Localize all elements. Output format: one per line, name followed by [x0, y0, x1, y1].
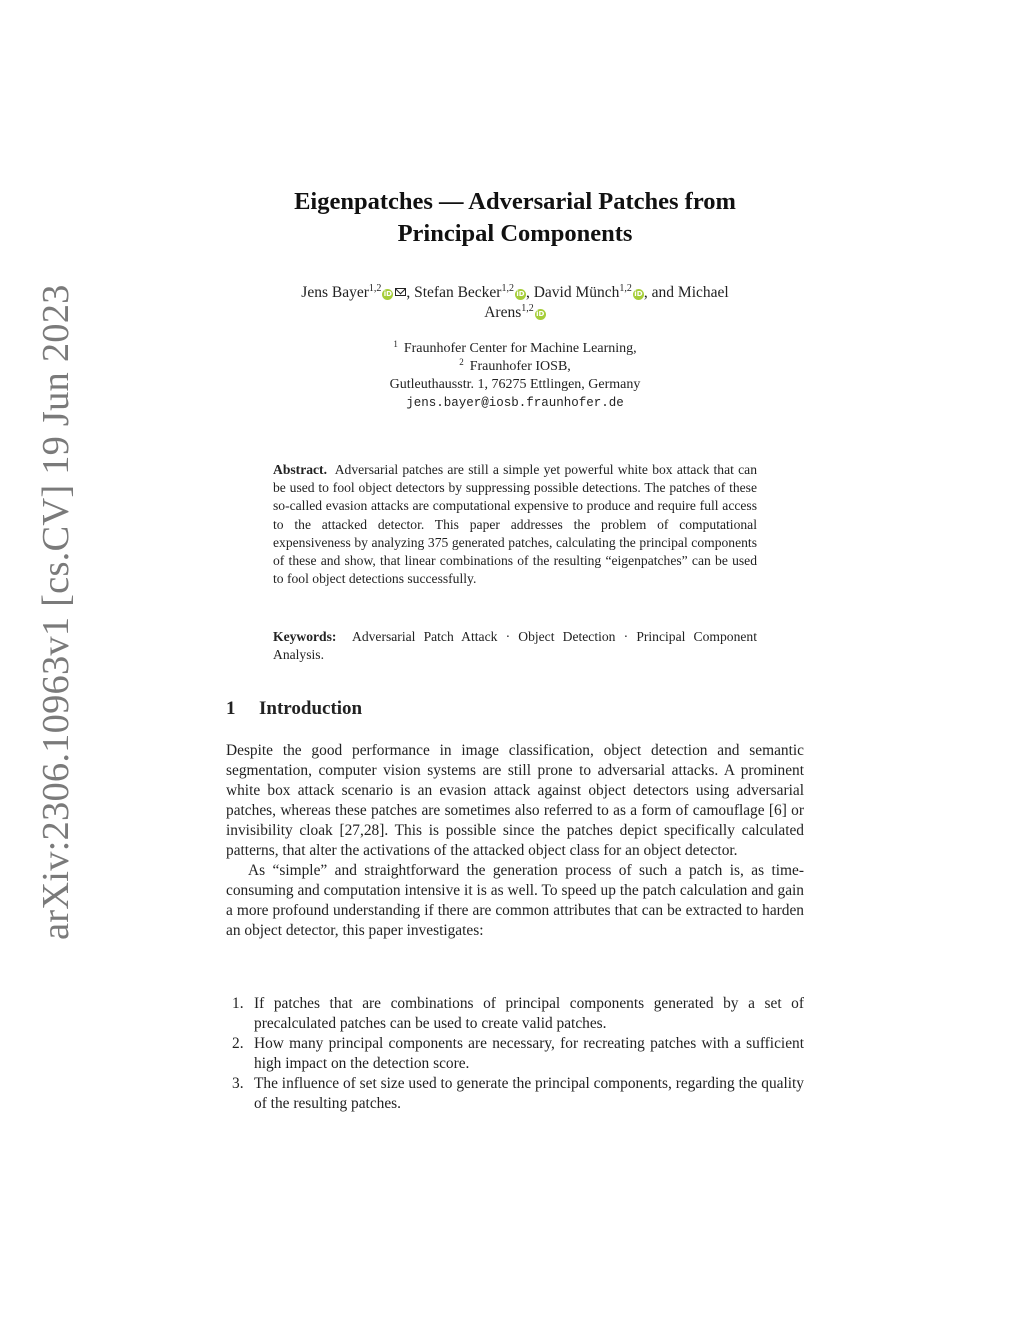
affiliation-sup: 2	[459, 357, 464, 367]
paragraph: Despite the good performance in image classification, object detection and semantic segmentation, computer vision systems are still prone to adversarial attacks. A prominent white box attack scenario is an evasion attack against object detectors using adversarial patches, whereas these patches are sometimes also referred to as a form of camouflage [6] or invisibility cloak [27,28]. This is possible since the patches depict specifically calculated patterns, that alter the activations of the attacked object class for an object detector.	[226, 742, 804, 859]
section-heading	[226, 698, 362, 720]
list-item	[226, 994, 804, 1034]
authors-line-1	[226, 283, 804, 303]
authors-line-2	[226, 303, 804, 323]
affiliation-text: Fraunhofer Center for Machine Learning,	[403, 341, 637, 356]
email-link[interactable]: jens.bayer@iosb.fraunhofer.de	[406, 396, 624, 410]
author-affiliation-sup: 1,2	[619, 283, 632, 294]
title-line-1: Eigenpatches — Adversarial Patches from	[294, 188, 736, 215]
author-name: Stefan Becker	[414, 284, 502, 301]
author-list	[226, 283, 804, 323]
list-marker: 1.	[232, 995, 244, 1012]
abstract	[273, 461, 757, 588]
orcid-icon[interactable]: iD	[516, 290, 525, 298]
affiliation-text: Fraunhofer IOSB,	[469, 359, 571, 374]
numbered-list	[226, 994, 804, 1114]
affiliations	[226, 340, 804, 412]
introduction-body	[226, 741, 804, 941]
author-name: Jens Bayer	[301, 284, 369, 301]
author-separator: ,	[406, 284, 415, 301]
affiliation-sup: 1	[393, 339, 398, 349]
abstract-label: Abstract.	[273, 462, 327, 477]
orcid-icon[interactable]: iD	[536, 310, 545, 318]
list-item	[226, 1034, 804, 1074]
author-affiliation-sup: 1,2	[501, 283, 514, 294]
orcid-icon[interactable]: iD	[383, 290, 392, 298]
author-affiliation-sup: 1,2	[521, 303, 534, 314]
affiliation-1	[226, 340, 804, 358]
paragraph: As “simple” and straightforward the generation process of such a patch is, as time-consuming and computation intensive it is as well. To speed up the patch calculation and gain a more profound understanding if there are common attributes that can be extracted to harden an object detector, this paper investigates:	[226, 862, 804, 939]
author-name-first: Michael	[677, 284, 729, 301]
arxiv-identifier: arXiv:2306.10963v1 [cs.CV] 19 Jun 2023	[35, 284, 77, 940]
author-affiliation-sup: 1,2	[368, 283, 382, 294]
paper-title	[226, 186, 804, 250]
author-name: David Münch	[533, 284, 620, 301]
section-number: 1	[226, 698, 236, 719]
list-item-text: How many principal components are necessary, for recreating patches with a sufficient high impact on the detection score.	[254, 1035, 804, 1072]
affiliation-2	[226, 358, 804, 376]
author-separator: , and	[643, 284, 678, 301]
address: Gutleuthausstr. 1, 76275 Ettlingen, Germany	[389, 377, 641, 392]
keywords-label: Keywords:	[273, 629, 337, 644]
author-separator: ,	[525, 284, 534, 301]
list-item-text: If patches that are combinations of principal components generated by a set of precalculated patches can be used to create valid patches.	[254, 995, 804, 1032]
section-title: Introduction	[259, 698, 363, 719]
orcid-icon[interactable]: iD	[634, 290, 643, 298]
list-item	[226, 1074, 804, 1114]
title-line-2: Principal Components	[397, 220, 633, 247]
abstract-text: Adversarial patches are still a simple yet powerful white box attack that can be used to fool object detectors by suppressing possible detections. The patches of these so-called evasion attacks are computational expensive to produce and require full access to the attacked detector. This paper addresses the problem of computational expensiveness by analyzing 375 generated patches, calculating the principal components of these and show, that linear combinations of the resulting “eigenpatches” can be used to fool object detections successfully.	[273, 462, 757, 587]
list-marker: 2.	[232, 1035, 244, 1052]
keywords-text: Adversarial Patch Attack · Object Detection · Principal Component Analysis.	[273, 629, 757, 663]
author-name-last: Arens	[484, 304, 522, 321]
envelope-icon[interactable]	[395, 288, 406, 296]
list-marker: 3.	[232, 1075, 244, 1092]
list-item-text: The influence of set size used to generate the principal components, regarding the quality of the resulting patches.	[254, 1075, 804, 1112]
keywords	[273, 628, 757, 664]
